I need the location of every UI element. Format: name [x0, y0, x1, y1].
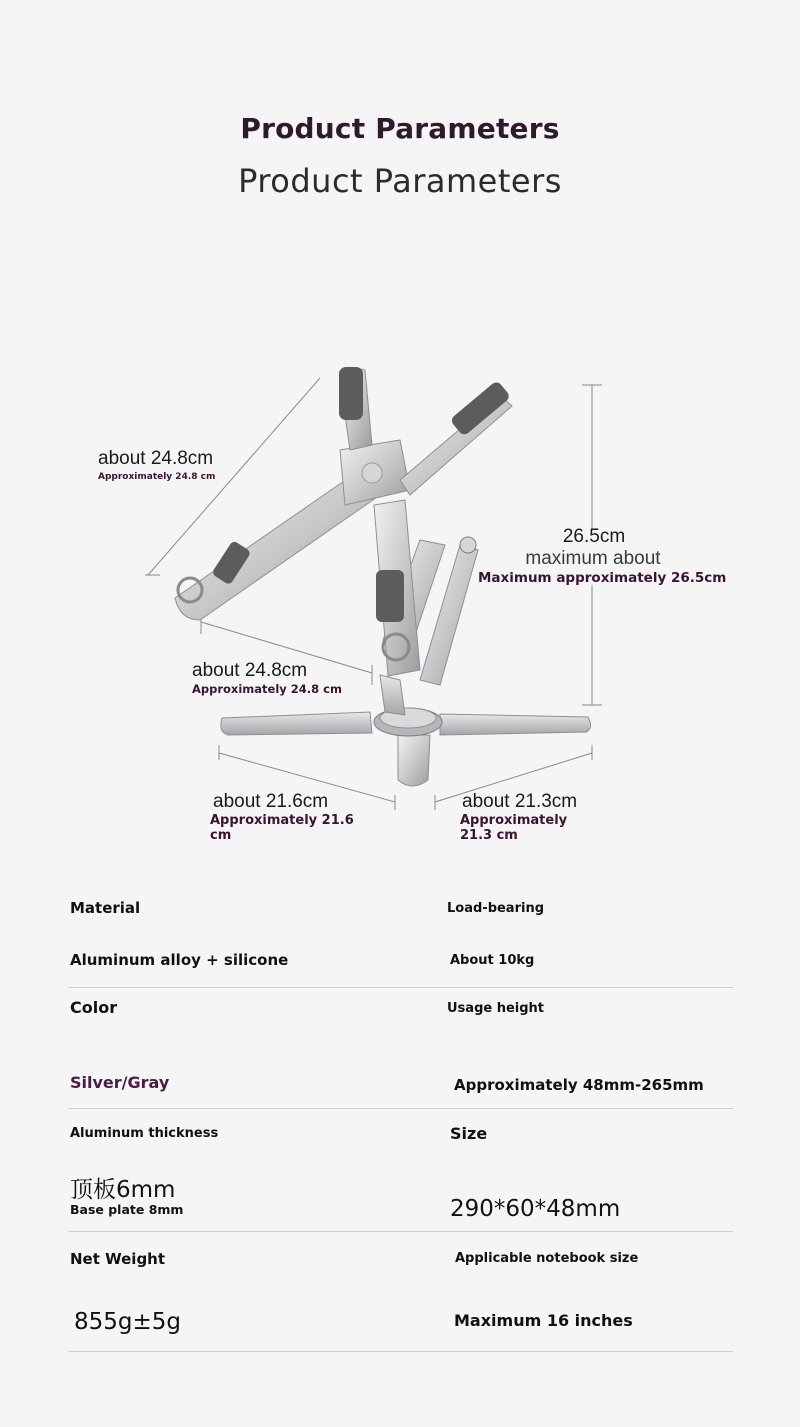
dim-base-right-small-2: 21.3 cm — [460, 828, 518, 843]
spec-divider — [68, 1108, 733, 1109]
spec-notebook-value: Maximum 16 inches — [454, 1311, 633, 1330]
dim-arm-label — [192, 660, 342, 696]
dim-base-left-big: about 21.6cm — [213, 791, 329, 812]
spec-load-value: About 10kg — [450, 953, 535, 968]
spec-color-label: Color — [70, 998, 118, 1017]
dim-arm-small: Approximately 24.8 cm — [192, 682, 342, 696]
dim-height-label — [478, 526, 727, 586]
spec-thickness-sub: Base plate 8mm — [70, 1202, 184, 1217]
dim-base-left-small-1: Approximately 21.6 — [210, 813, 354, 828]
stand-base — [221, 708, 591, 786]
dim-base-right-small-1: Approximately — [460, 813, 568, 828]
spec-divider — [68, 1231, 733, 1232]
dim-height-small: Maximum approximately 26.5cm — [478, 570, 727, 586]
dim-diagonal-label — [98, 448, 215, 482]
stand-vertical-arm — [339, 367, 420, 676]
spec-material-value: Aluminum alloy + silicone — [70, 951, 289, 969]
dim-base-right-big: about 21.3cm — [462, 791, 578, 812]
dim-height-about: maximum about — [525, 548, 661, 569]
spec-divider — [68, 987, 733, 988]
dim-base-left-small-2: cm — [210, 828, 232, 843]
spec-weight-label: Net Weight — [70, 1250, 166, 1268]
spec-color-value: Silver/Gray — [70, 1073, 170, 1092]
dim-base-right-label — [460, 791, 577, 843]
spec-load-label: Load-bearing — [447, 901, 545, 916]
spec-usage-label: Usage height — [447, 1001, 545, 1016]
spec-notebook-label: Applicable notebook size — [455, 1251, 639, 1266]
dim-diagonal-big: about 24.8cm — [98, 448, 214, 469]
dim-base-left-label — [210, 791, 354, 843]
spec-divider — [68, 1351, 733, 1352]
spec-usage-value: Approximately 48mm-265mm — [454, 1076, 704, 1094]
spec-weight-value: 855g±5g — [74, 1309, 182, 1335]
dim-arm-big: about 24.8cm — [192, 660, 308, 681]
spec-size-label: Size — [450, 1124, 488, 1143]
spec-thickness-value: 顶板6mm — [70, 1177, 176, 1203]
stand-right-arm — [400, 380, 512, 495]
spec-thickness-label: Aluminum thickness — [70, 1126, 219, 1141]
dim-diagonal-small: Approximately 24.8 cm — [98, 472, 216, 482]
page-subtitle: Product Parameters — [238, 162, 562, 200]
spec-material-label: Material — [70, 899, 141, 917]
laptop-stand-illustration — [0, 340, 800, 860]
page-title: Product Parameters — [240, 112, 560, 145]
dim-height-value: 26.5cm — [562, 526, 626, 547]
spec-size-value: 290*60*48mm — [450, 1196, 621, 1222]
